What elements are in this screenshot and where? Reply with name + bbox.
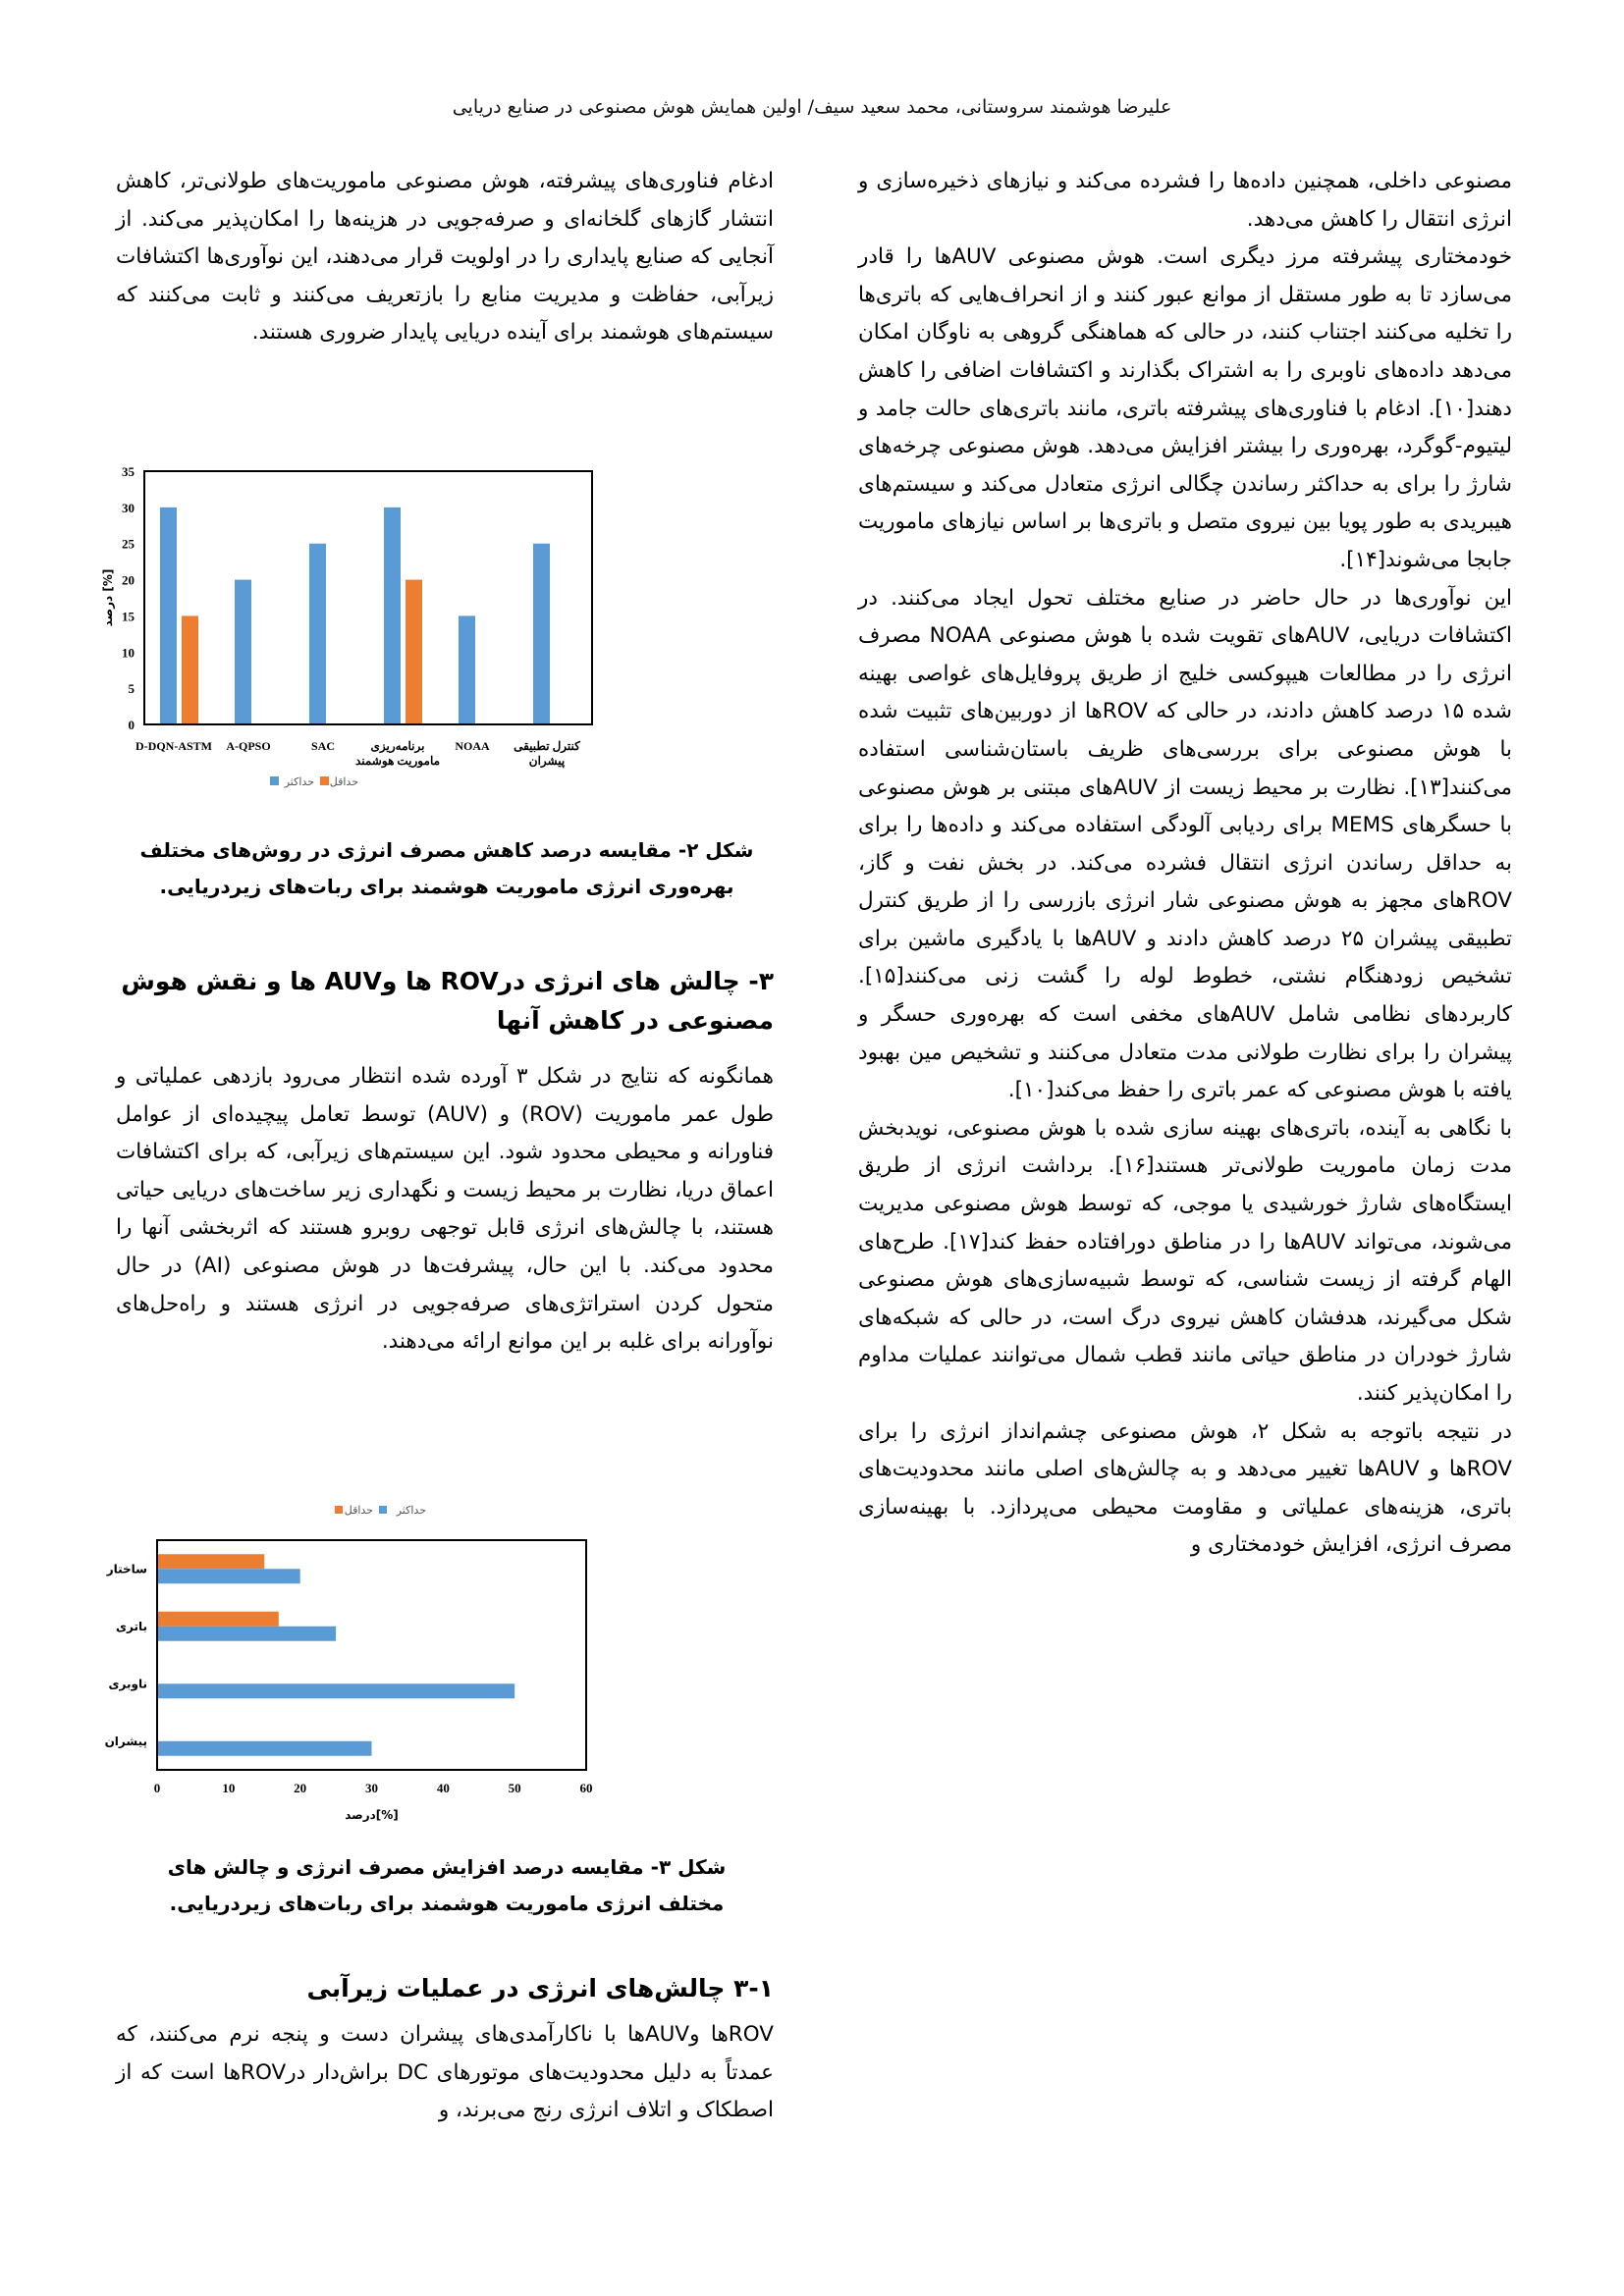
x-tick-label: 0 bbox=[153, 1781, 161, 1795]
bar-max bbox=[157, 1741, 372, 1756]
figure-3-caption: شکل ۳- مقایسه درصد افزایش مصرف انرژی و چالش های مختلف انرژی ماموریت هوشمند برای ربات‌های زیردریایی. bbox=[167, 1855, 727, 1915]
paragraph: ادغام فناوری‌های پیشرفته، هوش مصنوعی ماموریت‌های طولانی‌تر، کاهش انتشار گازهای گلخانه‌ای و صرفه‌جویی در هزینه‌ها را امکان‌پذیر می‌کند. از آنجایی که صنایع پایداری را در اولویت قرار می‌دهند، این نوآوری‌ها اکتشافات زیرآبی، حفاظت و مدیریت منابع را بازتعریف می‌کنند و ثابت می‌کنند که سیستم‌های هوشمند برای آینده دریایی پایدار ضروری هستند. bbox=[116, 169, 774, 346]
section-3-heading: ۳- چالش های انرژی درROV ها وAUV ها و نقش هوش مصنوعی در کاهش آنها bbox=[121, 967, 774, 1035]
x-category-label: کنترل تطبیقی bbox=[514, 739, 580, 753]
section-3-body bbox=[116, 1058, 774, 1362]
paragraph: ROVها وAUVها با ناکارآمدی‌های پیشران دست و پنجه نرم می‌کنند، که عمدتاً به دلیل محدودیت‌های موتورهای DC براش‌دار درROVها است که از اصطکاک و اتلاف انرژی رنج می‌برند، و bbox=[116, 2022, 774, 2123]
section-3-1-heading: ۳-۱ چالش‌های انرژی در عملیات زیرآبی bbox=[306, 1974, 774, 2002]
y-tick-label: 20 bbox=[122, 572, 135, 588]
x-category-label: D-DQN-ASTM bbox=[135, 739, 212, 753]
legend-swatch-max bbox=[270, 776, 279, 785]
y-category-label: پیشران bbox=[104, 1734, 147, 1748]
bar-min bbox=[157, 1554, 264, 1569]
y-tick-label: 0 bbox=[128, 718, 135, 732]
figure-2-caption: شکل ۲- مقایسه درصد کاهش مصرف انرژی در روش‌های مختلف بهره‌وری انرژی ماموریت هوشمند برای ربات‌های زیردریایی. bbox=[139, 838, 754, 898]
x-tick-label: 10 bbox=[222, 1781, 236, 1795]
left-column-intro bbox=[116, 163, 774, 352]
bar-max bbox=[309, 544, 326, 724]
x-category-label: پیشران bbox=[528, 754, 566, 768]
right-column bbox=[858, 163, 1512, 1565]
x-category-label: SAC bbox=[310, 739, 336, 753]
bar-min bbox=[406, 580, 422, 724]
legend-swatch-max bbox=[379, 1506, 387, 1514]
x-tick-label: 40 bbox=[436, 1781, 450, 1795]
bar-chart-horizontal bbox=[98, 1502, 785, 1826]
y-tick-label: 30 bbox=[122, 500, 135, 515]
y-category-label: باتری bbox=[116, 1619, 147, 1633]
x-axis-label: درصد[%] bbox=[345, 1808, 399, 1822]
x-tick-label: 30 bbox=[365, 1781, 378, 1795]
paragraph: با نگاهی به آینده، باتری‌های بهینه سازی شده با هوش مصنوعی، نویدبخش مدت زمان ماموریت طولانی‌تر هستند[۱۶]. برداشت انرژی از طریق ایستگاه‌های شارژ خورشیدی یا موجی، که توسط هوش مصنوعی مدیریت می‌شوند، می‌تواند AUVها را در مناطق دورافتاده حفظ کند[۱۷]. طرح‌های الهام گرفته از زیست شناسی، که توسط شبیه‌سازی‌های هوش مصنوعی شکل می‌گیرند، هدفشان کاهش نیروی درگ است، در حالی که شبکه‌های شارژ خودران در مناطق حیاتی مانند قطب شمال می‌توانند عملیات مداوم را امکان‌پذیر کنند. bbox=[858, 1115, 1512, 1406]
bar-max bbox=[384, 507, 401, 724]
bar-max bbox=[459, 615, 475, 724]
bar-max bbox=[157, 1569, 300, 1583]
bar-min bbox=[182, 615, 198, 724]
y-category-label: ساختار bbox=[106, 1562, 147, 1576]
legend-swatch-min bbox=[335, 1506, 343, 1514]
y-axis-label: درصد [%] bbox=[101, 568, 115, 627]
x-tick-label: 60 bbox=[579, 1781, 593, 1795]
y-category-label: ناوبری bbox=[108, 1677, 147, 1691]
section-3-1-body bbox=[116, 2016, 774, 2130]
bar-min bbox=[157, 1612, 279, 1627]
paragraph: خودمختاری پیشرفته مرز دیگری است. هوش مصنوعی AUVها را قادر می‌سازد تا به طور مستقل از موانع عبور کنند و از انحراف‌هایی که باتری‌ها را تخلیه می‌کنند اجتناب کنند، در حالی که هماهنگی گروهی به ناوگان امکان می‌دهد داده‌های ناوبری را به اشتراک بگذارند و اکتشافات اضافی را کاهش دهند[۱۰]. ادغام با فناوری‌های پیشرفته باتری، مانند باتری‌های حالت جامد و لیتیوم-گوگرد، بهره‌وری را بیشتر افزایش می‌دهد. هوش مصنوعی چرخه‌های شارژ را برای به حداکثر رساندن چگالی انرژی متعادل می‌کند و سیستم‌های هیبریدی به طور پویا بین نیروی متصل و باتری‌ها بر اساس نیازهای ماموریت جابجا می‌شوند[۱۴]. bbox=[858, 244, 1512, 572]
x-tick-label: 50 bbox=[508, 1781, 521, 1795]
legend-swatch-min bbox=[320, 776, 329, 785]
x-category-label: NOAA bbox=[455, 739, 490, 753]
y-tick-label: 10 bbox=[122, 645, 135, 661]
figure-3-chart bbox=[98, 1502, 785, 1826]
bar-max bbox=[235, 580, 251, 724]
running-head: علیرضا هوشمند سروستانی، محمد سعید سیف/ اولین همایش هوش مصنوعی در صنایع دریایی bbox=[452, 96, 1172, 118]
paragraph: مصنوعی داخلی، همچنین داده‌ها را فشرده می‌کند و نیازهای ذخیره‌سازی و انرژی انتقال را کاهش می‌دهد. bbox=[858, 169, 1512, 232]
x-tick-label: 20 bbox=[294, 1781, 307, 1795]
legend-label-min: حداقل bbox=[329, 775, 358, 788]
y-tick-label: 25 bbox=[122, 536, 135, 552]
x-category-label: برنامه‌ریزی bbox=[370, 739, 425, 753]
bar-chart-vertical bbox=[98, 454, 785, 797]
x-category-label: A-QPSO bbox=[226, 739, 271, 753]
paragraph: این نوآوری‌ها در حال حاضر در صنایع مختلف تحول ایجاد می‌کنند. در اکتشافات دریایی، AUVهای تقویت شده با هوش مصنوعی NOAA مصرف انرژی را در مطالعات هیپوکسی خلیج از طریق پروفایل‌های غواصی بهینه شده ۱۵ درصد کاهش دادند، در حالی که ROVها از دوربین‌های تثبیت شده با هوش مصنوعی برای بررسی‌های ظریف باستان‌شناسی استفاده می‌کنند[۱۳]. نظارت بر محیط زیست از AUVهای مبتنی بر هوش مصنوعی با حسگرهای MEMS برای ردیابی آلودگی استفاده می‌کند و داده‌ها را برای به حداقل رساندن انرژی انتقال فشرده می‌کند. در بخش نفت و گاز، ROVهای مجهز به هوش مصنوعی شار انرژی بازرسی را از طریق کنترل تطبیقی پیشران ۲۵ درصد کاهش دادند و AUVها با یادگیری ماشین برای تشخیص زودهنگام نشتی، خطوط لوله را گشت زنی می‌کنند[۱۵]. کاربردهای نظامی شامل AUVهای مخفی است که بهره‌وری حسگر و پیشران را برای نظارت طولانی مدت متعادل می‌کنند و تشخیص مین بهبود یافته با هوش مصنوعی که عمر باتری را حفظ می‌کند[۱۰]. bbox=[858, 585, 1512, 1103]
legend-label-min: حداقل bbox=[344, 1504, 373, 1517]
x-category-label: ماموریت هوشمند bbox=[354, 754, 441, 768]
bar-max bbox=[533, 544, 550, 724]
bar-max bbox=[157, 1683, 514, 1698]
y-tick-label: 5 bbox=[128, 681, 135, 697]
y-tick-label: 35 bbox=[122, 464, 135, 479]
paragraph: در نتیجه باتوجه به شکل ۲، هوش مصنوعی چشم‌انداز انرژی را برای ROVها و AUVها تغییر می‌دهد و به چالش‌های اصلی مانند محدودیت‌های باتری، هزینه‌های عملیاتی و مقاومت محیطی می‌پردازد. با بهینه‌سازی مصرف انرژی، افزایش خودمختاری و bbox=[858, 1418, 1512, 1558]
bar-max bbox=[157, 1627, 336, 1641]
figure-2-chart bbox=[98, 454, 785, 797]
paragraph: همانگونه که نتایج در شکل ۳ آورده شده انتظار می‌رود بازدهی عملیاتی و طول عمر ماموریت (ROV) و (AUV) توسط تعامل پیچیده‌ای از عوامل فناورانه و محیطی محدود شود. این سیستم‌های زیرآبی، که برای اکتشافات اعماق دریا، نظارت بر محیط زیست و نگهداری زیر ساخت‌های دریایی حیاتی هستند، با چالش‌های انرژی قابل توجهی روبرو هستند که اثربخشی آنها را محدود می‌کند. با این حال، پیشرفت‌ها در هوش مصنوعی (AI) در حال متحول کردن استراتژی‌های صرفه‌جویی در انرژی هستند و راه‌حل‌های نوآورانه برای غلبه بر این موانع ارائه می‌دهند. bbox=[116, 1064, 774, 1355]
plot-frame bbox=[144, 471, 592, 724]
legend-label-max: حداکثر bbox=[396, 1504, 426, 1517]
bar-max bbox=[160, 507, 177, 724]
y-tick-label: 15 bbox=[122, 609, 135, 624]
legend-label-max: حداکثر bbox=[284, 775, 314, 788]
